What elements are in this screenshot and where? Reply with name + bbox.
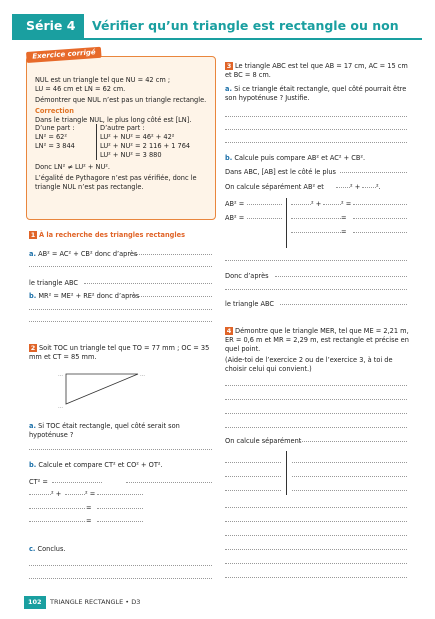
- answer-line[interactable]: [225, 260, 407, 261]
- ab2-label-2: AB² =: [225, 214, 245, 222]
- answer-line[interactable]: [362, 187, 376, 188]
- ex1-a-text: AB² = AC² + CB² donc d’après: [38, 250, 138, 258]
- ex2-text: Soit TOC un triangle tel que TO = 77 mm ; OC = 35 mm et CT = 85 mm.: [29, 344, 210, 361]
- ex3-separately: On calcule séparément AB² et: [225, 183, 324, 191]
- sep-end: ².: [376, 183, 381, 191]
- ex3-b-text: Calcule puis compare AB² et AC² + CB².: [234, 154, 366, 162]
- ex1-heading: [29, 231, 185, 240]
- sum-eq: ² =: [85, 490, 96, 498]
- right-col-3: LU² + NU² = 3 880: [100, 151, 162, 160]
- ex4-separately: On calcule séparément: [225, 437, 302, 445]
- answer-line[interactable]: [29, 494, 51, 495]
- corrected-exercise-body: [35, 76, 211, 194]
- sep-mid: ² +: [350, 183, 361, 191]
- answer-line[interactable]: [225, 563, 407, 564]
- ex2-b: [29, 461, 163, 470]
- answer-line[interactable]: [134, 254, 212, 255]
- ex2-b-text: Calcule et compare CT² et CO² + OT².: [38, 461, 163, 469]
- answer-line[interactable]: [300, 441, 407, 442]
- conclusion-line: L’égalité de Pythagore n’est pas vérifiée, donc le triangle NUL n’est pas rectangle.: [35, 173, 197, 191]
- answer-line[interactable]: [225, 462, 281, 463]
- ex2-a-label: a.: [29, 422, 36, 430]
- column-divider: [286, 198, 287, 248]
- answer-line[interactable]: [353, 218, 407, 219]
- page-number: 102: [24, 596, 46, 609]
- serie-label: Série 4: [12, 14, 84, 38]
- ex3-statement: [225, 62, 415, 80]
- answer-line[interactable]: [225, 413, 407, 414]
- answer-line[interactable]: [134, 296, 212, 297]
- answer-line[interactable]: [225, 521, 407, 522]
- answer-line[interactable]: [65, 494, 85, 495]
- answer-line[interactable]: [29, 565, 212, 566]
- intro-3: Démontrer que NUL n’est pas un triangle rectangle.: [35, 95, 207, 104]
- answer-line[interactable]: [225, 142, 407, 143]
- ex3-b: [225, 154, 365, 163]
- ex2-a: [29, 422, 215, 440]
- triangle-shape: [66, 374, 138, 404]
- ct2-label: CT² =: [29, 478, 48, 486]
- corrected-exercise-tag: Exercice corrigé: [26, 47, 102, 64]
- ab2-label-1: AB² =: [225, 200, 245, 208]
- answer-line[interactable]: [225, 490, 281, 491]
- right-col-1: LU² + NU² = 46² + 42²: [100, 133, 175, 142]
- answer-line[interactable]: [29, 508, 85, 509]
- answer-line[interactable]: [29, 266, 212, 267]
- eq-sign: =: [86, 504, 92, 512]
- answer-line[interactable]: [29, 449, 212, 450]
- intro-2: LU = 46 cm et LN = 62 cm.: [35, 84, 126, 93]
- page-footer: [0, 596, 435, 610]
- ex1-b-label: b.: [29, 292, 37, 300]
- donc-line: Donc LN² ≠ LU² + NU².: [35, 163, 111, 172]
- ex1-a-line2: le triangle ABC: [29, 279, 79, 287]
- ex4-number: 4: [226, 327, 232, 335]
- intro-line: [35, 76, 211, 94]
- right-col-2: LU² + NU² = 2 116 + 1 764: [100, 142, 191, 151]
- ex2-c-label: c.: [29, 545, 36, 553]
- answer-line[interactable]: [225, 427, 407, 428]
- answer-line[interactable]: [340, 172, 407, 173]
- answer-line[interactable]: [225, 129, 407, 130]
- answer-line[interactable]: [225, 116, 407, 117]
- answer-line[interactable]: [225, 577, 407, 578]
- vertex-label-placeholder: …: [58, 372, 63, 378]
- left-col-3: [35, 151, 97, 160]
- ex1-b-text: MR² = ME² + RE² donc d’après: [38, 292, 140, 300]
- answer-line[interactable]: [225, 535, 407, 536]
- answer-line[interactable]: [225, 476, 281, 477]
- answer-line[interactable]: [97, 521, 143, 522]
- answer-line[interactable]: [353, 204, 407, 205]
- answer-line[interactable]: [126, 482, 212, 483]
- answer-line[interactable]: [97, 494, 143, 495]
- left-col-0: D’une part :: [35, 124, 97, 133]
- answer-line[interactable]: [353, 232, 407, 233]
- answer-line[interactable]: [225, 399, 407, 400]
- ex2-number: 2: [30, 344, 36, 352]
- correction-label: Correction: [35, 106, 74, 115]
- page-header: [0, 14, 435, 38]
- answer-line[interactable]: [84, 283, 212, 284]
- answer-line[interactable]: [225, 507, 407, 508]
- ex3-number: 3: [226, 62, 232, 70]
- answer-line[interactable]: [292, 462, 407, 463]
- ex2-a-text: Si TOC était rectangle, quel côté serait son hypoténuse ?: [29, 422, 180, 439]
- column-divider: [286, 451, 287, 495]
- answer-line[interactable]: [247, 218, 282, 219]
- answer-line[interactable]: [247, 204, 282, 205]
- ex3-a-label: a.: [225, 85, 232, 93]
- right-col-0: D’autre part :: [100, 124, 145, 133]
- answer-line[interactable]: [97, 508, 143, 509]
- ex1-a: [29, 250, 137, 259]
- ex3-text: Le triangle ABC est tel que AB = 17 cm, AC = 15 cm et BC = 8 cm.: [225, 62, 408, 79]
- computation-table: [35, 124, 211, 160]
- ex3-a-text: Si ce triangle était rectangle, quel côté pourrait être son hypoténuse ? Justifie.: [225, 85, 407, 102]
- answer-line[interactable]: [280, 304, 407, 305]
- answer-line[interactable]: [275, 276, 407, 277]
- longest-side: Dans le triangle NUL, le plus long côté est [LN].: [35, 115, 192, 124]
- ex1-number: 1: [30, 231, 36, 239]
- eq-sign: =: [86, 517, 92, 525]
- answer-line[interactable]: [323, 204, 341, 205]
- ex4-statement: [225, 327, 415, 354]
- answer-line[interactable]: [291, 204, 311, 205]
- left-col-1: LN² = 62²: [35, 133, 97, 142]
- answer-line[interactable]: [29, 321, 212, 322]
- vertex-label-placeholder: …: [140, 372, 145, 378]
- sum-op: ² +: [51, 490, 62, 498]
- sum-op: ² +: [311, 200, 322, 208]
- answer-line[interactable]: [29, 309, 212, 310]
- answer-line[interactable]: [292, 490, 407, 491]
- ex4-hint: (Aide-toi de l’exercice 2 ou de l’exercice 3, à toi de choisir celui qui convient.): [225, 356, 393, 373]
- ex3-a: [225, 85, 415, 103]
- answer-line[interactable]: [225, 289, 407, 290]
- ex1-a-label: a.: [29, 250, 36, 258]
- header-rule: [12, 38, 422, 40]
- eq-sign: =: [341, 214, 347, 222]
- eq-sign: ² =: [341, 200, 352, 208]
- intro-1: NUL est un triangle tel que NU = 42 cm ;: [35, 76, 171, 84]
- left-col-2: LN² = 3 844: [35, 142, 97, 151]
- ex1-title: À la recherche des triangles rectangles: [39, 231, 186, 239]
- ex2-c: [29, 545, 66, 554]
- answer-line[interactable]: [225, 549, 407, 550]
- triangle-toc-figure: [60, 368, 150, 410]
- ex3-longest: Dans ABC, [AB] est le côté le plus: [225, 168, 336, 176]
- ex1-b: [29, 292, 139, 301]
- vertex-label-placeholder: …: [58, 404, 63, 410]
- ex3-triangle: le triangle ABC: [225, 300, 275, 308]
- ex2-statement: [29, 344, 215, 362]
- answer-line[interactable]: [29, 521, 85, 522]
- answer-line[interactable]: [292, 476, 407, 477]
- answer-line[interactable]: [29, 578, 212, 579]
- answer-line[interactable]: [336, 187, 350, 188]
- page-title: Vérifier qu’un triangle est rectangle ou non: [92, 18, 399, 33]
- ex2-c-text: Conclus.: [37, 545, 66, 553]
- footer-text: TRIANGLE RECTANGLE • D3: [50, 598, 141, 606]
- eq-sign: =: [341, 228, 347, 236]
- ex4-text: Démontre que le triangle MER, tel que ME = 2,21 m, ER = 0,6 m et MR = 2,29 m, est rectangle et précise en quel point.: [225, 327, 409, 353]
- ex2-b-label: b.: [29, 461, 37, 469]
- ex3-b-label: b.: [225, 154, 233, 162]
- ex3-donc: Donc d’après: [225, 272, 269, 280]
- answer-line[interactable]: [291, 232, 341, 233]
- answer-line[interactable]: [52, 482, 102, 483]
- answer-line[interactable]: [225, 385, 407, 386]
- answer-line[interactable]: [291, 218, 341, 219]
